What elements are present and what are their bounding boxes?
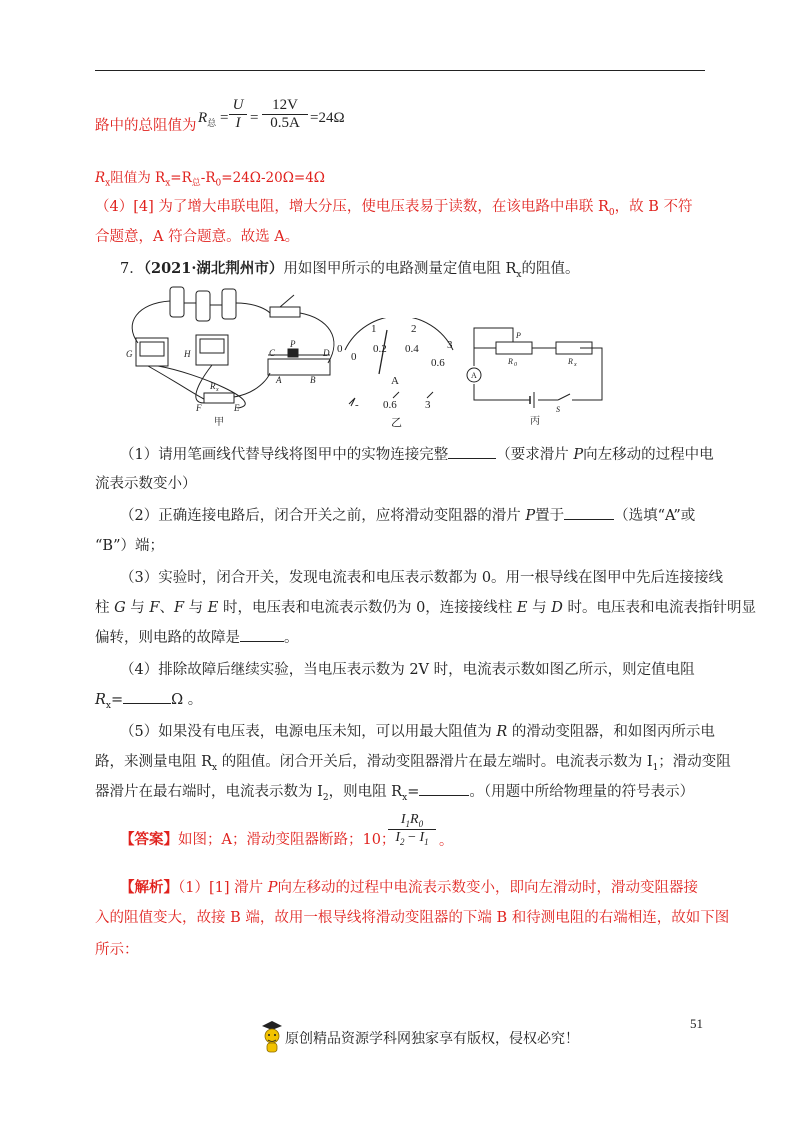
label-A: A — [276, 375, 282, 385]
terminal-minus-label: - — [355, 399, 359, 411]
dial-inner-06: 0.6 — [431, 357, 445, 369]
question-sub: x — [516, 269, 522, 280]
q5-sub3: x — [402, 792, 408, 803]
resistor-rx — [204, 393, 234, 403]
schematic-Rx: R — [568, 357, 573, 366]
rx-text: 阻值为 R — [110, 170, 166, 186]
q1-blank — [448, 458, 496, 459]
analysis-tag: 【解析】 — [120, 879, 178, 896]
result-24-ohm: =24Ω — [310, 110, 345, 126]
question-5-line1 — [120, 722, 715, 742]
copyright-footer: 原创精品资源学科网独家享有版权，侵权必究！ — [285, 1031, 579, 1047]
question-number: 7． — [120, 261, 144, 277]
answer-tag: 【答案】 — [120, 831, 178, 848]
battery-3 — [222, 289, 236, 319]
figure-bing-schematic — [460, 320, 610, 428]
r-total-sub: 总 — [191, 178, 201, 189]
denominator-I: I — [235, 115, 241, 131]
rx-result: =24Ω-20Ω=4Ω — [221, 170, 325, 186]
q5-sub1: 1 — [652, 762, 659, 773]
figure-jia-circuit — [118, 283, 348, 428]
den-minus: − — [404, 829, 420, 845]
q5-R: R — [496, 724, 508, 740]
switch — [270, 307, 300, 317]
q3-F: F — [149, 600, 160, 616]
question-5-line3 — [95, 782, 694, 808]
dial-outer-0: 0 — [337, 343, 343, 355]
num-R: R — [410, 812, 419, 827]
q5-e: ；滑动变阻 — [658, 754, 731, 770]
label-D: D — [323, 348, 330, 358]
q2-P: P — [525, 508, 536, 524]
q3-f: 时，电压表和电流表示数仍为 0，连接接线柱 — [218, 600, 517, 616]
q4-unit: Ω 。 — [171, 692, 203, 708]
question-1-line2: 流表示数变小） — [95, 476, 197, 492]
question-1-line1 — [120, 445, 714, 465]
q1-text-b: （要求滑片 — [496, 447, 574, 463]
dial-arc — [345, 318, 453, 350]
label-C: C — [269, 348, 276, 358]
schematic-R0-sub: 0 — [514, 362, 517, 368]
q3-e: 与 — [184, 600, 208, 616]
q5-sub: x — [212, 762, 218, 773]
q5-sub2: 2 — [322, 792, 329, 803]
q5-i: 。（用题中所给物理量的符号表示） — [469, 784, 695, 800]
question-text-b: 的阻值。 — [521, 261, 580, 277]
switch-s — [558, 394, 570, 400]
q3-b: 柱 — [95, 600, 115, 616]
numerator-U: U — [229, 97, 247, 115]
q4-blank — [123, 703, 171, 704]
num-I: I — [400, 812, 406, 827]
analysis-line3: 所示： — [95, 942, 139, 958]
question-source: （2021·湖北荆州市） — [143, 260, 284, 277]
schematic-P: P — [516, 331, 521, 340]
q3-blank — [240, 641, 284, 642]
analysis-line2: 入的阻值变大，故接 B 端，故用一根导线将滑动变阻器的下端 B 和待测电阻的右端相连，故如下图 — [95, 910, 730, 926]
q1-text-a: （1）请用笔画线代替导线将图甲中的实物连接完整 — [120, 447, 449, 463]
header-rule — [95, 70, 705, 71]
answer-fraction — [388, 812, 436, 847]
q3-G: G — [114, 600, 126, 616]
question-2-line2: “B”）端； — [95, 538, 164, 554]
question-3-line1: （3）实验时，闭合开关，发现电流表和电压表示数都为 0。用一根导线在图甲中先后连接接线 — [120, 570, 724, 586]
label-P: P — [290, 339, 296, 349]
dial-top-3: 3 — [447, 339, 453, 351]
q5-b: 的滑动变阻器，和如图丙所示电 — [507, 724, 715, 740]
question-4-line2 — [95, 690, 202, 716]
mascot-icon — [258, 1018, 284, 1054]
q4-eq: = — [111, 692, 124, 708]
fraction-U-over-I — [229, 97, 247, 132]
q1-text-c: 向左移动的过程中电 — [583, 447, 714, 463]
label-E: E — [234, 403, 240, 413]
dial-top-1: 1 — [371, 323, 377, 335]
dial-unit: A — [391, 375, 399, 387]
symbol-R-sub: 总 — [207, 118, 217, 128]
q5-blank — [419, 795, 469, 796]
question-2-line1 — [120, 506, 695, 526]
rx-calculation — [95, 168, 325, 194]
q2-text-b: 置于 — [535, 508, 565, 524]
q2-text-c: （选填“A”或 — [614, 508, 696, 524]
analysis-line1 — [120, 878, 698, 898]
rx-sub-2: x — [165, 178, 171, 189]
page-number: 51 — [690, 1016, 703, 1031]
analysis-P: P — [267, 880, 278, 896]
q2-text-a: （2）正确连接电路后，闭合开关之前，应将滑动变阻器的滑片 — [120, 508, 526, 524]
dial-top-2: 2 — [411, 323, 417, 335]
den-1: 1 — [424, 836, 429, 847]
schematic-A: A — [471, 371, 477, 380]
num-1: 1 — [405, 818, 411, 829]
q5-h: = — [407, 784, 420, 800]
r-zero-sub: 0 — [215, 178, 222, 189]
fraction-12V-over-05A — [262, 97, 308, 132]
schematic-Rx-sub: x — [574, 362, 577, 368]
label-Rx-sub: x — [216, 387, 219, 393]
r-zero: -R — [200, 170, 216, 186]
q3-E: E — [207, 600, 219, 616]
question-4-line1: （4）排除故障后继续实验，当电压表示数为 2V 时，电流表示数如图乙所示，则定值电阻 — [120, 662, 695, 678]
answer-line — [120, 830, 395, 850]
r-total: =R — [170, 170, 192, 186]
caption-yi: 乙 — [391, 416, 402, 429]
caption-bing: 丙 — [530, 416, 540, 427]
q3-F2: F — [173, 600, 185, 616]
analysis-l1b: 向左移动的过程中电流表示数变小，即向左滑动时，滑动变阻器接 — [277, 880, 698, 896]
rheostat-r0 — [496, 342, 532, 354]
q5-d: 的阻值。闭合开关后，滑动变阻器滑片在最左端时。电流表示数为 I — [217, 754, 653, 770]
terminal-3-label: 3 — [425, 399, 431, 411]
equals-sign: = — [219, 110, 229, 126]
q3-d: 、 — [159, 600, 174, 616]
question-text-a: 用如图甲所示的电路测量定值电阻 R — [283, 261, 517, 277]
answer-denominator — [388, 830, 436, 847]
label-G: G — [126, 349, 133, 359]
equals-sign-2: = — [250, 110, 259, 126]
denominator-05A: 0.5A — [270, 115, 300, 131]
dial-inner-0: 0 — [351, 351, 357, 363]
q5-f: 器滑片在最右端时，电流表示数为 I — [95, 784, 323, 800]
part4-text-b: ，故 B 不符 — [614, 199, 693, 215]
answer-end: 。 — [439, 834, 453, 849]
label-F: F — [196, 403, 202, 413]
q5-c: 路，来测量电阻 R — [95, 754, 213, 770]
part4-explanation-line1 — [95, 197, 693, 223]
symbol-R: R — [198, 110, 208, 126]
q5-g: ，则电阻 R — [328, 784, 403, 800]
q4-sub: x — [105, 700, 111, 711]
schematic-S: S — [556, 405, 560, 414]
schematic-R0: R — [508, 357, 513, 366]
q3-D: D — [551, 600, 563, 616]
rx-symbol: R — [95, 170, 106, 186]
terminal-06-label: 0.6 — [383, 399, 397, 411]
analysis-l1a: （1）[1] 滑片 — [178, 880, 268, 896]
q2-blank — [564, 519, 614, 520]
q3-c: 与 — [125, 600, 150, 616]
battery-2 — [196, 291, 210, 321]
q3-h: 时。电压表和电流表指针明显 — [562, 600, 756, 616]
q3-j: 。 — [284, 630, 299, 646]
den-2: 2 — [400, 836, 405, 847]
part4-sub: 0 — [608, 207, 615, 218]
num-0: 0 — [418, 818, 424, 829]
numerator-12V: 12V — [262, 97, 308, 115]
q3-i: 偏转，则电路的故障是 — [95, 630, 240, 646]
rx-sub: x — [105, 178, 111, 189]
total-resistance-symbol — [198, 110, 228, 129]
question-3-line2 — [95, 598, 756, 618]
dial-inner-04: 0.4 — [405, 343, 419, 355]
dial-inner-02: 0.2 — [373, 343, 387, 355]
q5-a: （5）如果没有电压表，电源电压未知，可以用最大阻值为 — [120, 724, 497, 740]
label-B: B — [310, 375, 316, 385]
q3-g: 与 — [527, 600, 552, 616]
part4-explanation-line2: 合题意，A 符合题意。故选 A。 — [95, 229, 300, 245]
answer-text: 如图；A；滑动变阻器断路；10； — [178, 832, 396, 848]
battery-1 — [170, 287, 184, 317]
label-Rx: R — [210, 381, 216, 391]
answer-numerator — [388, 812, 436, 830]
question-3-line3 — [95, 628, 299, 648]
caption-jia: 甲 — [214, 417, 224, 428]
total-resistance-label: 路中的总阻值为 — [95, 118, 197, 134]
q1-P: P — [573, 447, 584, 463]
rheostat — [268, 359, 330, 375]
part4-text-a: （4）[4] 为了增大串联电阻，增大分压，使电压表易于读数，在该电路中串联 R — [95, 199, 609, 215]
question-5-line2 — [95, 752, 731, 778]
den-I2: I — [395, 829, 401, 845]
q3-E2: E — [516, 600, 528, 616]
figure-yi-ammeter-dial — [335, 318, 460, 430]
label-H: H — [184, 349, 191, 359]
q4-R: R — [95, 692, 106, 708]
den-I1: I — [419, 829, 425, 845]
question-7-header — [120, 259, 580, 285]
